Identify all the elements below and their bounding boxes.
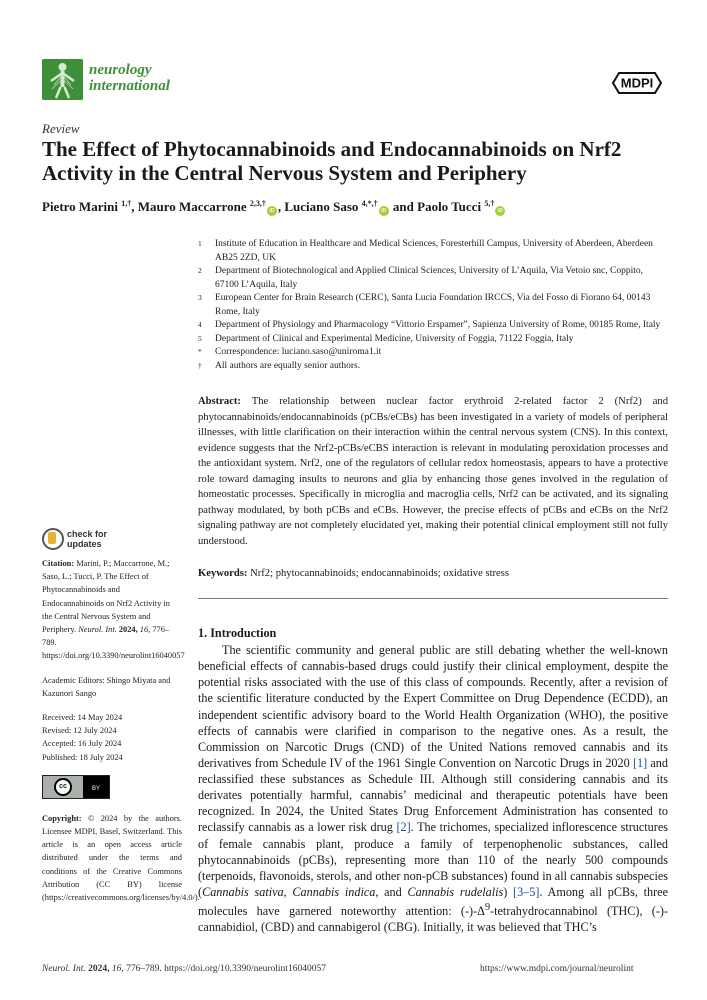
author-affiliation-marks: 1,† [121,199,132,208]
copyright [42,812,200,904]
intro-text: and reclassified these substances as Schedule III. Although still considering cannabis and its derivates potentially harmful, cannabis’ medicinal and therapeutic potentials have been recognized. In 2024, the United States Drug Enforcement Administration has consented to reclassify cannabis as a lower risk drug [198,755,668,835]
journal-logo [42,59,83,100]
keywords [198,567,668,581]
affiliation-item [198,238,668,265]
affiliation-mark: 3 [198,293,202,302]
section-divider [198,598,668,599]
intro-text: The scientific community and general public are still debating whether the well-known beneficial effects of cannabis-based drugs could justify their clinical employment, despite the potential risks associated with the use of this class of compounds. Recently, after a revision of the scientific literature conducted by the Expert Committee on Drug Dependence (ECDD), an independent scientific advisory board to the World Health Organization (WHO), the positive effects of cannabis were clarified in comparison to the negative ones. As a result, the Commission on Narcotic Drugs (CND) of the United Nations removed cannabis and its derivatives from Schedule IV of the 1961 Single Convention on Narcotic Drugs in 2020 [198,643,668,770]
article-type: Review [42,121,80,136]
affiliation-text: Department of Clinical and Experimental Medicine, University of Foggia, 71122 Foggia, Italy [215,333,574,344]
publisher-name: MDPI [620,75,654,91]
citation-link[interactable]: [3–5] [513,884,540,899]
date-revised: Revised: 12 July 2024 [42,726,117,736]
citation-link[interactable]: [1] [632,755,648,770]
author-name: Mauro Maccarrone [137,199,247,214]
intro-text: , and [375,884,408,899]
intro-text: ) [503,884,514,899]
author-list: Pietro Marini $^{1,\dagger}$, Mauro Maccarrone $^{2,3,\dagger}$iD , Luciano Saso $^{4,*,\dagger}$iD and Paolo Tucci $^{5,\dagger}$iD [42,199,682,216]
copyright-text: © 2024 by the authors. Licensee MDPI, Basel, Switzerland. This article is an open access article distributed under the terms and conditions of the Creative Commons Attribution (CC BY) license (https://creativecommons.org/licenses/by/4.0/). [42,813,200,903]
check-updates-label [67,529,107,549]
abstract-label: Abstract: [198,396,241,407]
cc-icon: cc [54,778,72,796]
editors-label: Academic Editors: [42,675,105,685]
affiliation-mark: 2 [198,266,202,275]
citation-journal: Neurol. Int. [78,625,117,635]
journal-name-line1: neurology [89,62,152,78]
orcid-icon[interactable] [267,206,277,216]
date-received: Received: 14 May 2024 [42,713,123,723]
affiliation-item [198,333,668,347]
affiliation-item [198,265,668,292]
intro-text: . The trichomes, specialized inflorescence structures of female cannabis plant, produce a family of terpenophenolic substances, called phytocannabinoids (pCBs), representing more than 110 of the nearly 500 compounds (terpenoids, flavonoids, sterols, and other non-pCB substances) found in all cannabis subspecies ( [198,820,668,899]
correspondence-text[interactable]: Correspondence: luciano.saso@uniroma1.it [215,347,382,357]
by-label: BY [83,776,109,798]
affiliation-text: Department of Physiology and Pharmacology “Vittorio Erspamer”, Sapienza University of Rome, 00185 Rome, Italy [215,320,661,330]
citation-volume: 16, [139,625,151,635]
author-affiliation-marks: 2,3,† [249,199,266,208]
introduction-paragraph [198,642,668,935]
sidebar [42,557,200,915]
superscript: 9 [485,902,491,913]
intro-text: -tetrahydrocannabinol (THC), (-)-cannabidiol, (CBD) and cannabigerol (CBG). Initially, it was believed that THC’s [198,904,668,935]
affiliation-mark: 1 [198,239,202,248]
check-updates-icon [42,528,64,550]
affiliation-item [198,319,668,333]
publisher-logo [611,69,663,97]
affiliation-mark: 4 [198,320,202,329]
abstract-text: The relationship between nuclear factor erythroid 2-related factor 2 (Nrf2) and phytocannabinoids/endocannabinoids (pCBs/eCBs) has been investigated in a variety of models of peripheral illnesses, with little clarification on their interaction within the central nervous system (CNS). In this context, evidence suggests that the Nrf2-pCBs/eCBS interaction is relevant in modulating peroxidation processes and the antioxidant system. Nrf2, one of the regulators of cellular redox homeostasis, appears to have a protective role toward damaging insults to neurons and glia by enhancing those genes involved in the regulation of homeostatic processes. Specifically in microglia and macroglia cells, Nrf2 can be activated, and its signaling pathway modulated, by both pCBs and eCBs. However, the precise effects of pCBs and eCBs on the Nrf2 signaling pathway are not completely elucidated yet, making their potential clinical employment still not fully understood. [198,396,668,547]
affiliations [198,238,668,373]
intro-text: , [283,884,293,899]
footer-doi[interactable]: 776–789. https://doi.org/10.3390/neurolint16040057 [126,964,326,974]
section-heading: 1. Introduction [198,626,277,640]
date-accepted: Accepted: 16 July 2024 [42,739,122,749]
cc-logo [43,776,83,798]
affiliation-item [198,292,668,319]
footer-citation [42,964,326,974]
author-affiliation-marks: 4,*,† [361,199,378,208]
intro-text: . Among all pCBs, three molecules have garnered noteworthy attention: (-)-Δ [198,884,668,919]
keywords-text: Nrf2; phytocannabinoids; endocannabinoids; oxidative stress [250,568,509,579]
footer-journal-url[interactable]: https://www.mdpi.com/journal/neurolint [480,964,634,974]
author-name: Paolo Tucci [417,199,482,214]
species-name: Cannabis indica [292,884,376,899]
affiliation-text: European Center for Brain Research (CERC), Santa Lucia Foundation IRCCS, Via del Fosso di Fiorano 64, 00143 Rome, Italy [215,293,651,317]
keywords-label: Keywords: [198,568,248,579]
equal-contribution-note [198,360,668,374]
affiliation-mark: 5 [198,333,202,343]
note-text: All authors are equally senior authors. [215,360,361,371]
footer-journal: Neurol. Int. [42,964,86,974]
orcid-icon[interactable] [495,206,505,216]
citation-link[interactable]: [2] [396,820,411,835]
journal-name [89,62,170,94]
affiliation-text: Department of Biotechnological and Applied Clinical Sciences, University of L’Aquila, Via Vetoio snc, Coppito, 67100 L’Aquila, Italy [215,266,643,290]
species-name: Cannabis sativa [202,884,284,899]
abstract [198,394,668,549]
check-updates-line2: updates [67,539,102,549]
footer-year: 2024, [88,964,110,974]
affiliation-text: Institute of Education in Healthcare and Medical Sciences, Foresterhill Campus, University of Aberdeen, Aberdeen AB25 2ZD, UK [215,239,653,263]
date-published: Published: 18 July 2024 [42,752,123,762]
orcid-icon[interactable] [379,206,389,216]
check-for-updates-button[interactable] [42,528,112,550]
citation-label: Citation: [42,559,75,568]
author-affiliation-marks: 5,† [484,199,495,208]
affiliation-mark: † [198,360,202,370]
affiliation-mark: * [198,347,202,356]
citation-text: Marini, P.; Maccarrone, M.; Saso, L.; Tucci, P. The Effect of Phytocannabinoids and Endocannabinoids on Nrf2 Activity in the Central Nervous System and Periphery. [42,559,170,635]
copyright-label: Copyright: [42,813,82,823]
citation [42,557,185,663]
article-title: The Effect of Phytocannabinoids and Endocannabinoids on Nrf2 Activity in the Central Nervous System and Periphery [42,137,622,185]
species-name: Cannabis rudelalis [407,884,504,899]
footer-volume: 16, [111,964,124,974]
cc-by-license-badge[interactable] [42,775,110,799]
author-name: Luciano Saso [284,199,359,214]
citation-year: 2024, [118,625,138,635]
academic-editors [42,674,182,700]
editors-text: Shingo Miyata and Kazunori Sango [42,675,171,698]
correspondence-item [198,346,668,360]
journal-name-line2: international [89,78,170,94]
check-updates-line1: check for [67,529,108,539]
author-name: Pietro Marini [42,199,118,214]
citation-doi[interactable]: 776–789. https://doi.org/10.3390/neurolint16040057 [42,625,185,661]
publication-dates [42,711,182,764]
